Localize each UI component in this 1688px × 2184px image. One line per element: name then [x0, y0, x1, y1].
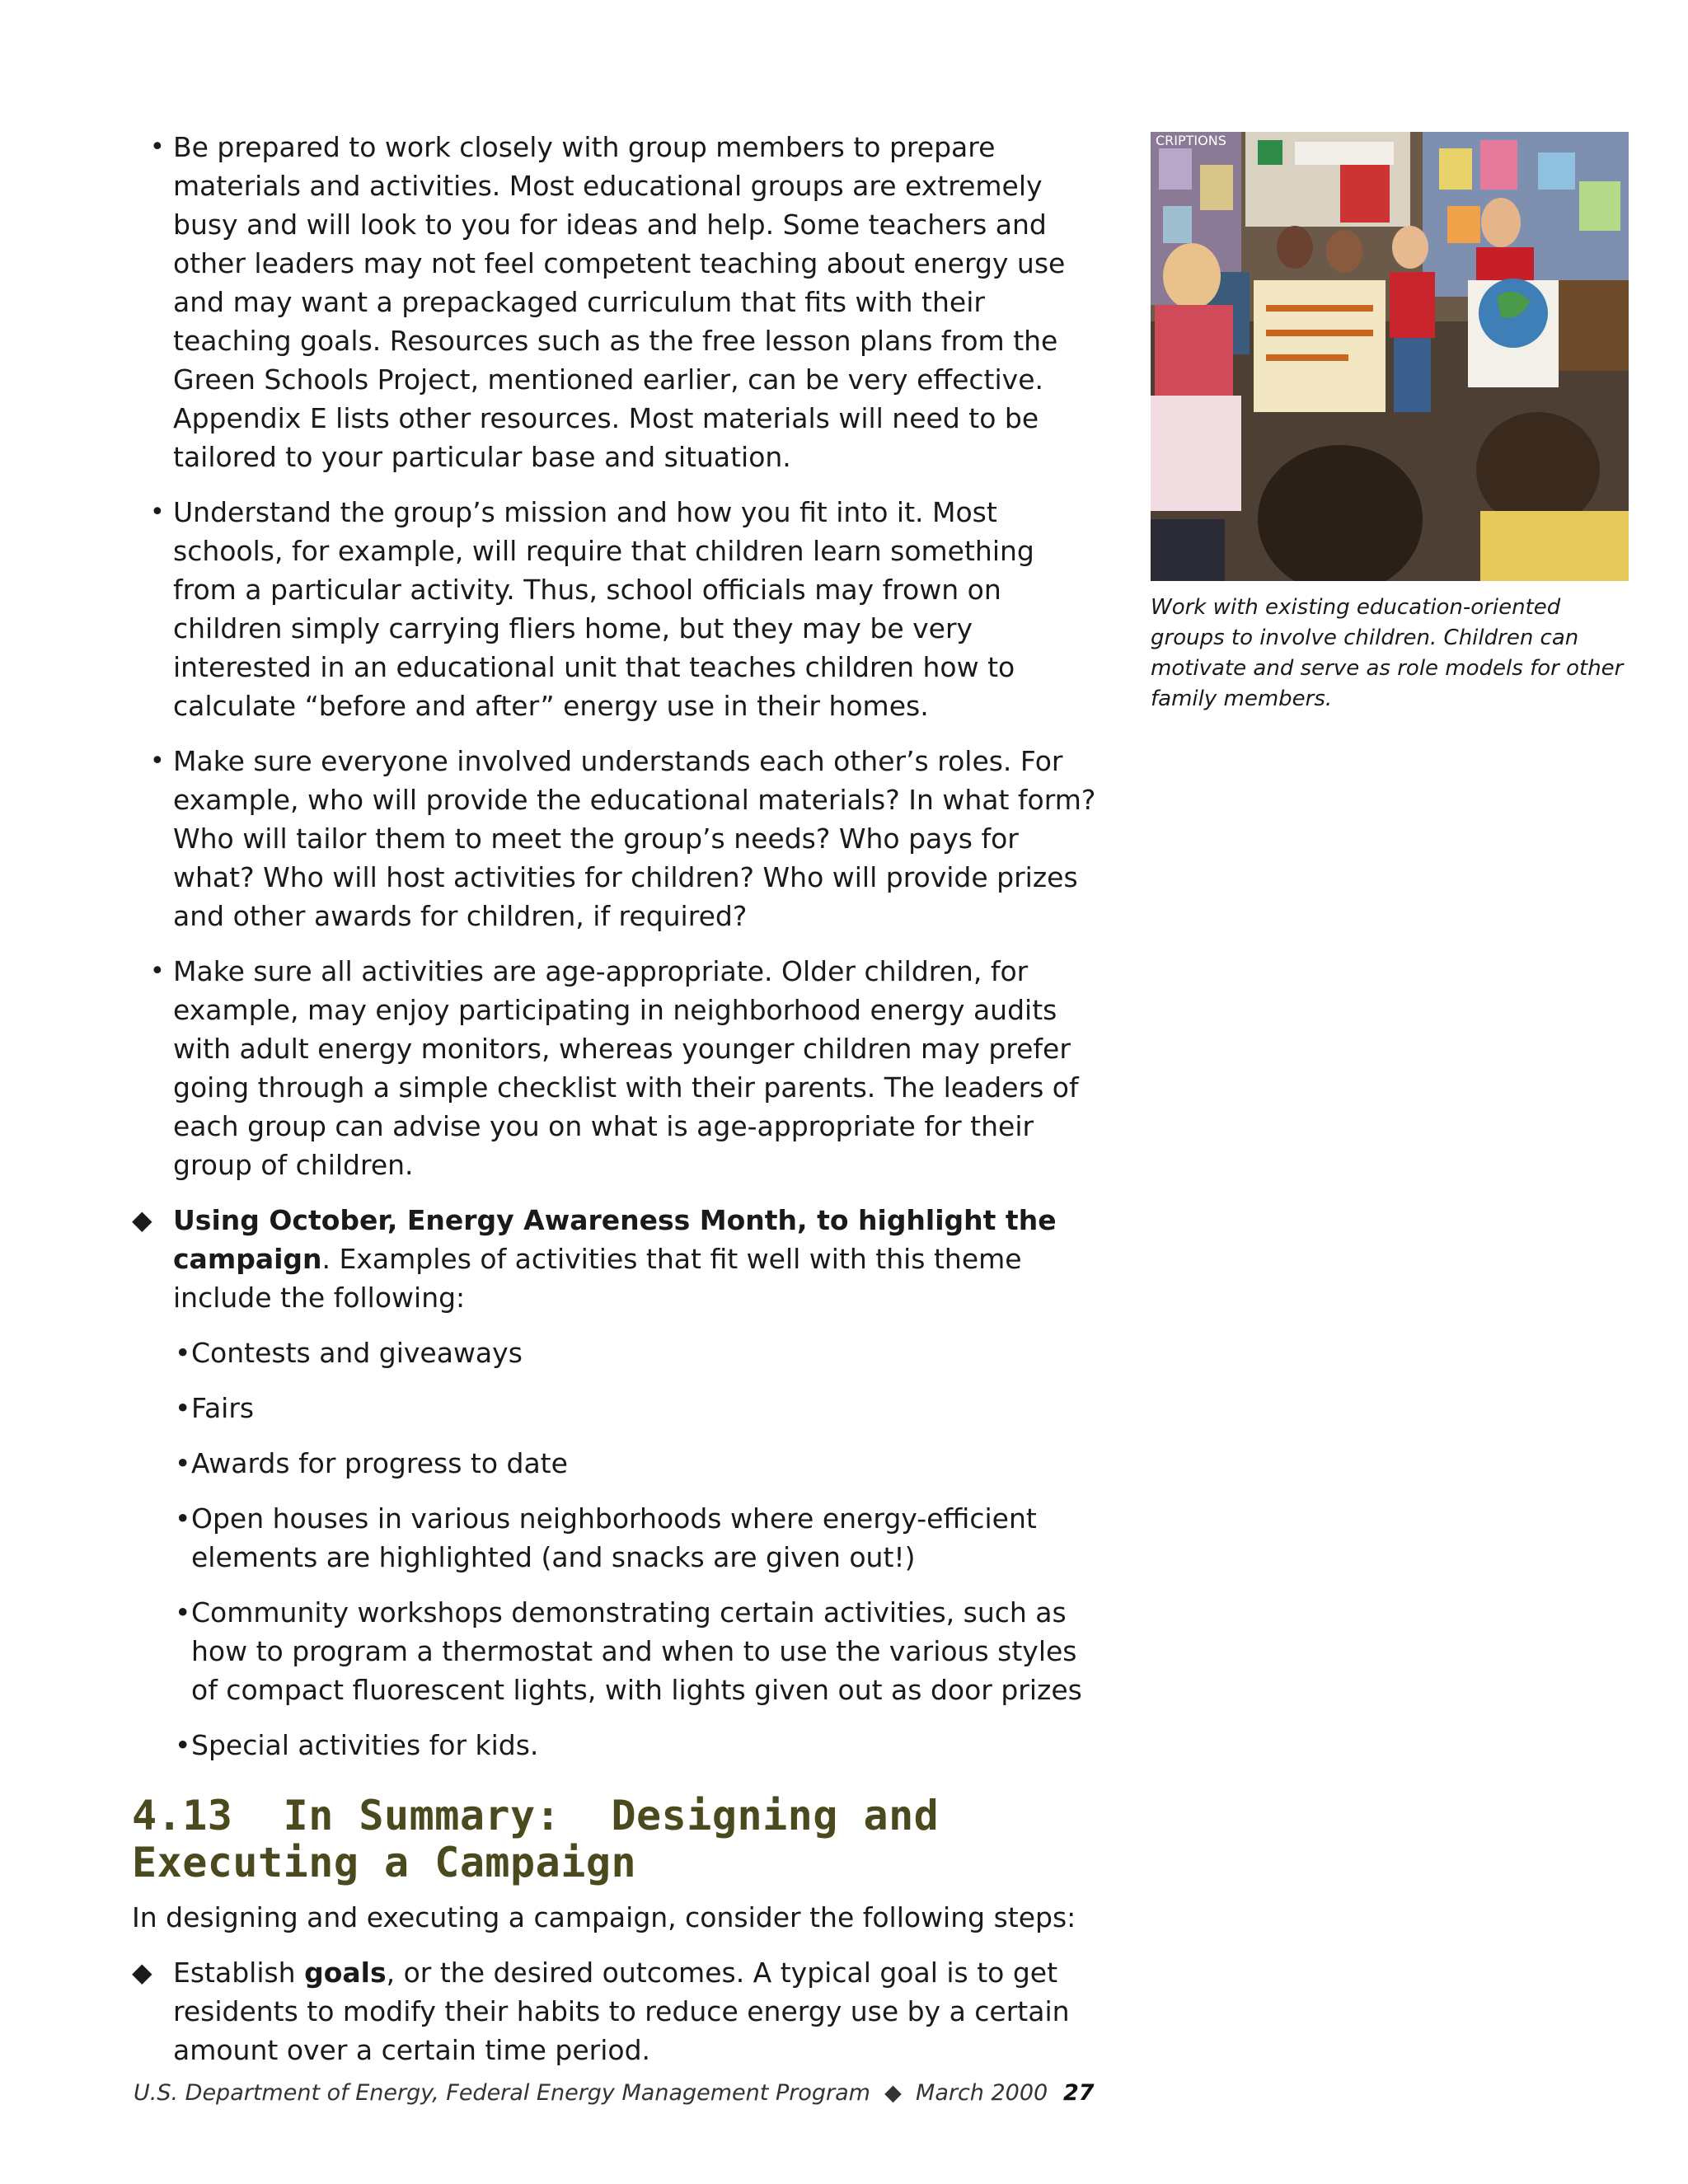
- activity-text: Open houses in various neighborhoods where energy-efficient elements are highlighted (and snacks are given out!): [191, 1502, 1037, 1573]
- section-heading-line2: Executing a Campaign: [132, 1839, 637, 1886]
- bullet-text: Be prepared to work closely with group members to prepare materials and activities. Most educational groups are extremely busy and will look to you for ideas and help. Some teachers and other leaders may not feel competent teaching about energy use and may want a prepackaged curriculum that fits with their teaching goals. Resources such as the free lesson plans from the Green Schools Project, mentioned earlier, can be very effective. Appendix E lists other resources. Most materials will need to be tailored to your particular base and situation.: [173, 131, 1066, 473]
- section-heading-line1: 4.13 In Summary: Designing and: [132, 1792, 940, 1840]
- october-text: . Examples of activities that fit well with this theme include the following:: [173, 1243, 1022, 1314]
- activity-item: [132, 1333, 1104, 1372]
- photo-caption: Work with existing education-oriented groups to involve children. Children can motivate and serve as role models for other family members.: [1151, 595, 1624, 711]
- activity-text: Awards for progress to date: [191, 1447, 568, 1479]
- bullet-icon: •: [150, 133, 165, 162]
- bullet-icon: •: [150, 747, 165, 776]
- bullet-text: Make sure everyone involved understands each other’s roles. For example, who will provide the educational materials? In what form? Who will tailor them to meet the group’s needs? Who pays for what? Who will host activities for children? Who will provide prizes and other awards for children, if required?: [173, 745, 1096, 932]
- diamond-icon: ◆: [132, 1204, 152, 1235]
- footer-text: U.S. Department of Energy, Federal Energy Management Program ◆ March 2000: [134, 2080, 1048, 2106]
- page-number: 27: [1063, 2080, 1095, 2106]
- activity-item: [132, 1389, 1104, 1427]
- activity-item: [132, 1444, 1104, 1483]
- list-item: [132, 742, 1104, 935]
- step-text-pre: Establish: [173, 1957, 305, 1989]
- bullet-icon: •: [150, 498, 165, 527]
- october-item: [132, 1201, 1104, 1317]
- bullet-icon: •: [150, 957, 165, 986]
- bullet-icon: •: [175, 1596, 191, 1629]
- classroom-photo-art: [1151, 132, 1629, 581]
- sidebar: [1151, 132, 1629, 715]
- activity-item: [132, 1726, 1104, 1765]
- activity-text: Contests and giveaways: [191, 1337, 523, 1369]
- photo-sign-text: CRIPTIONS: [1156, 133, 1226, 148]
- activity-text: Special activities for kids.: [191, 1729, 539, 1761]
- activity-text: Community workshops demonstrating certain activities, such as how to program a thermostat and when to use the various styles of compact fluorescent lights, with lights given out as door prizes: [191, 1596, 1082, 1706]
- bullet-icon: •: [175, 1729, 191, 1761]
- diamond-icon: ◆: [132, 1957, 152, 1988]
- list-item: [132, 493, 1104, 725]
- step-text-bold: goals: [304, 1957, 387, 1989]
- bullet-icon: •: [175, 1337, 191, 1369]
- step-text-post: , or the desired outcomes. A typical goal is to get residents to modify their habits to reduce energy use by a certain amount over a certain time period.: [173, 1957, 1070, 2066]
- activity-item: [132, 1499, 1104, 1577]
- step-item: [132, 1953, 1104, 2069]
- section-heading: [132, 1793, 1104, 1886]
- bullet-icon: •: [175, 1502, 191, 1535]
- activity-text: Fairs: [191, 1392, 255, 1424]
- section-intro: In designing and executing a campaign, consider the following steps:: [132, 1901, 1076, 1933]
- activity-item: [132, 1593, 1104, 1709]
- bullet-text: Make sure all activities are age-appropriate. Older children, for example, may enjoy participating in neighborhood energy audits with adult energy monitors, whereas younger children may prefer going through a simple checklist with their parents. The leaders of each group can advise you on what is age-appropriate for their group of children.: [173, 955, 1079, 1181]
- list-item: [132, 128, 1104, 476]
- main-column: [132, 128, 1104, 2086]
- classroom-photo: [1151, 132, 1629, 581]
- october-heading: Using October, Energy Awareness Month, to highlight the campaign: [173, 1204, 1057, 1275]
- bullet-icon: •: [175, 1392, 191, 1424]
- bullet-icon: •: [175, 1447, 191, 1479]
- page-footer: [134, 2080, 1106, 2106]
- bullet-text: Understand the group’s mission and how you fit into it. Most schools, for example, will require that children learn something from a particular activity. Thus, school officials may frown on children simply carrying fliers home, but they may be very interested in an educational unit that teaches children how to calculate “before and after” energy use in their homes.: [173, 496, 1034, 722]
- list-item: [132, 952, 1104, 1184]
